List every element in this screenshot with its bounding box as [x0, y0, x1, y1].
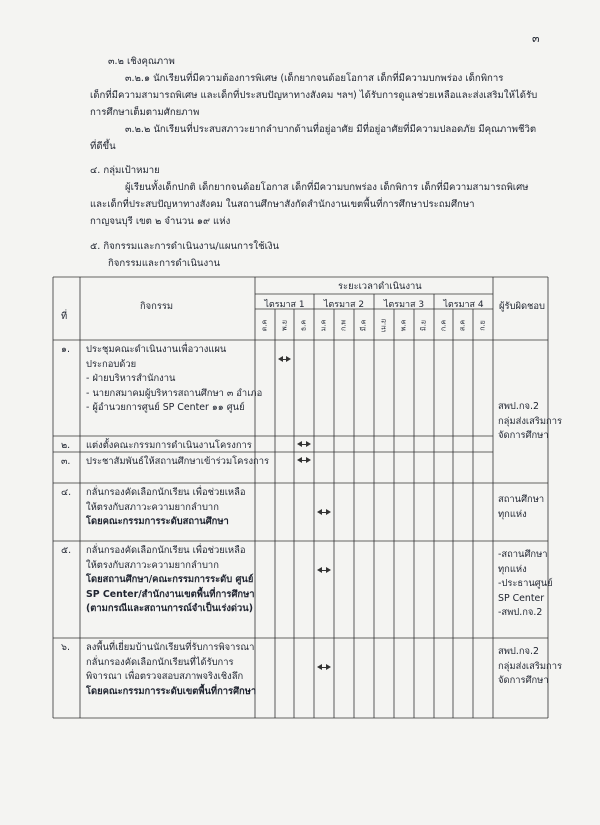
- activity-text: กลั่นกรองคัดเลือกนักเรียน เพื่อช่วยเหลือ: [86, 545, 246, 556]
- month-header: ต.ค: [260, 319, 269, 332]
- section-3-2-1-line2: เด็กที่มีความสามารถพิเศษ และเด็กที่ประสบปัญหาทางสังคม ฯลฯ) ได้รับการดูแลช่วยเหลือและส่งเสริมให้ได้รับ: [90, 90, 538, 101]
- col-activity-header: กิจกรรม: [140, 301, 174, 312]
- activity-text: SP Center/สำนักงานเขตพื้นที่การศึกษา: [86, 588, 255, 600]
- row-number: ๔.: [61, 487, 72, 498]
- quarter-header: ไตรมาส 2: [323, 300, 365, 310]
- responsible-text: -ประธานศูนย์: [498, 578, 553, 589]
- row-number: ๖.: [61, 642, 70, 653]
- month-header: ธ.ค: [299, 319, 308, 332]
- responsible-text: SP Center: [498, 592, 545, 604]
- activity-text: - ฝ่ายบริหารสำนักงาน: [86, 373, 176, 384]
- quarter-header: ไตรมาส 3: [383, 300, 425, 310]
- month-header: ส.ค: [458, 319, 467, 332]
- row-number: ๒.: [61, 440, 71, 451]
- responsible-text: สพป.กจ.2: [498, 401, 539, 412]
- month-header: มิ.ย: [419, 320, 428, 331]
- responsible-text: สถานศึกษา: [498, 494, 545, 505]
- section-4-line3: กาญจนบุรี เขต ๒ จำนวน ๑๙ แห่ง: [90, 216, 231, 227]
- month-header: ม.ค: [319, 319, 328, 332]
- quarter-header: ไตรมาส 4: [443, 300, 484, 310]
- col-no-header: ที่: [61, 311, 68, 322]
- activity-text: - นายกสมาคมผู้บริหารสถานศึกษา ๓ อำเภอ: [86, 387, 263, 399]
- section-3-2-1-line1: ๓.๒.๑ นักเรียนที่มีความต้องการพิเศษ (เด็กยากจนด้อยโอกาส เด็กที่มีความบกพร่อง เด็กพิการ: [125, 73, 504, 84]
- month-header: พ.ค: [399, 319, 408, 332]
- month-header: ก.พ: [339, 319, 348, 332]
- activity-text: กลั่นกรองคัดเลือกนักเรียนที่ได้รับการ: [86, 656, 234, 668]
- timeline-arrow: [317, 509, 331, 515]
- activity-text: (ตามกรณีและสถานการณ์จำเป็นเร่งด่วน): [86, 603, 253, 614]
- responsible-text: -สถานศึกษา: [498, 549, 548, 560]
- row-number: ๓.: [61, 456, 71, 467]
- month-header: เม.ย: [379, 318, 388, 333]
- page-number: ๓: [532, 32, 540, 45]
- responsible-text: กลุ่มส่งเสริมการ: [498, 415, 563, 427]
- month-header: ก.ย: [478, 320, 487, 331]
- section-3-2-1-line3: การศึกษาเต็มตามศักยภาพ: [90, 107, 200, 118]
- month-header: ก.ค: [439, 319, 447, 332]
- row-number: ๕.: [61, 545, 72, 556]
- activity-text: ให้ตรงกับสภาวะความยากลำบาก: [86, 559, 219, 571]
- activity-text: ลงพื้นที่เยี่ยมบ้านนักเรียนที่รับการพิจารณา: [86, 642, 255, 653]
- section-3-2-2-line2: ที่ดีขึ้น: [90, 141, 116, 152]
- activity-text: แต่งตั้งคณะกรรมการดำเนินงานโครงการ: [86, 440, 252, 451]
- activity-text: โดยสถานศึกษา/คณะกรรมการระดับ ศูนย์: [86, 574, 254, 585]
- section-3-2-2-line1: ๓.๒.๒ นักเรียนที่ประสบสภาวะยากลำบากด้านที่อยู่อาศัย มีที่อยู่อาศัยที่มีความปลอดภัย มีคุณภาพชีวิต: [125, 124, 537, 135]
- responsible-text: -สพป.กจ.2: [498, 607, 543, 618]
- section-4-line1: ผู้เรียนทั้งเด็กปกติ เด็กยากจนด้อยโอกาส เด็กที่มีความบกพร่อง เด็กพิการ เด็กที่มีความสามารถพิเศษ: [125, 182, 529, 193]
- responsible-text: สพป.กจ.2: [498, 646, 539, 657]
- responsible-text: ทุกแห่ง: [498, 508, 527, 520]
- timeline-arrow: [297, 441, 311, 447]
- row-number: ๑.: [61, 344, 70, 355]
- timeline-arrow: [297, 457, 311, 463]
- section-4-heading: ๔. กลุ่มเป้าหมาย: [90, 165, 160, 176]
- timeline-arrow: [278, 356, 291, 362]
- activity-text: ประชาสัมพันธ์ให้สถานศึกษาเข้าร่วมโครงการ: [86, 456, 270, 467]
- section-5-heading: ๕. กิจกรรมและการดำเนินงาน/แผนการใช้เงิน: [90, 241, 280, 252]
- responsible-text: จัดการศึกษา: [498, 675, 549, 686]
- timeline-arrow: [317, 567, 331, 573]
- col-responsible-header: ผู้รับผิดชอบ: [499, 301, 546, 312]
- activity-text: โดยคณะกรรมการระดับสถานศึกษา: [86, 516, 229, 527]
- section-3-2-heading: ๓.๒ เชิงคุณภาพ: [108, 56, 175, 67]
- activity-text: พิจารณา เพื่อตรวจสอบสภาพจริงเชิงลึก: [86, 671, 244, 682]
- section-4-line2: และเด็กที่ประสบปัญหาทางสังคม ในสถานศึกษาสังกัดสำนักงานเขตพื้นที่การศึกษาประถมศึกษา: [90, 199, 475, 210]
- month-header: มี.ค: [359, 319, 368, 332]
- col-period-header: ระยะเวลาดำเนินงาน: [338, 281, 422, 292]
- activity-text: ให้ตรงกับสภาวะความยากลำบาก: [86, 501, 219, 513]
- timeline-arrow: [317, 664, 331, 670]
- responsible-text: ทุกแห่ง: [498, 563, 527, 575]
- section-5-subheading: กิจกรรมและการดำเนินงาน: [108, 258, 221, 269]
- activity-text: ประกอบด้วย: [86, 358, 137, 370]
- activity-text: กลั่นกรองคัดเลือกนักเรียน เพื่อช่วยเหลือ: [86, 487, 246, 498]
- activity-text: โดยคณะกรรมการระดับเขตพื้นที่การศึกษา: [86, 685, 257, 697]
- responsible-text: กลุ่มส่งเสริมการ: [498, 660, 563, 672]
- month-header: พ.ย: [280, 320, 288, 331]
- activity-text: - ผู้อำนวยการศูนย์ SP Center ๑๑ ศูนย์: [86, 402, 245, 413]
- responsible-text: จัดการศึกษา: [498, 430, 549, 441]
- activity-text: ประชุมคณะดำเนินงานเพื่อวางแผน: [86, 344, 227, 355]
- quarter-header: ไตรมาส 1: [264, 300, 305, 310]
